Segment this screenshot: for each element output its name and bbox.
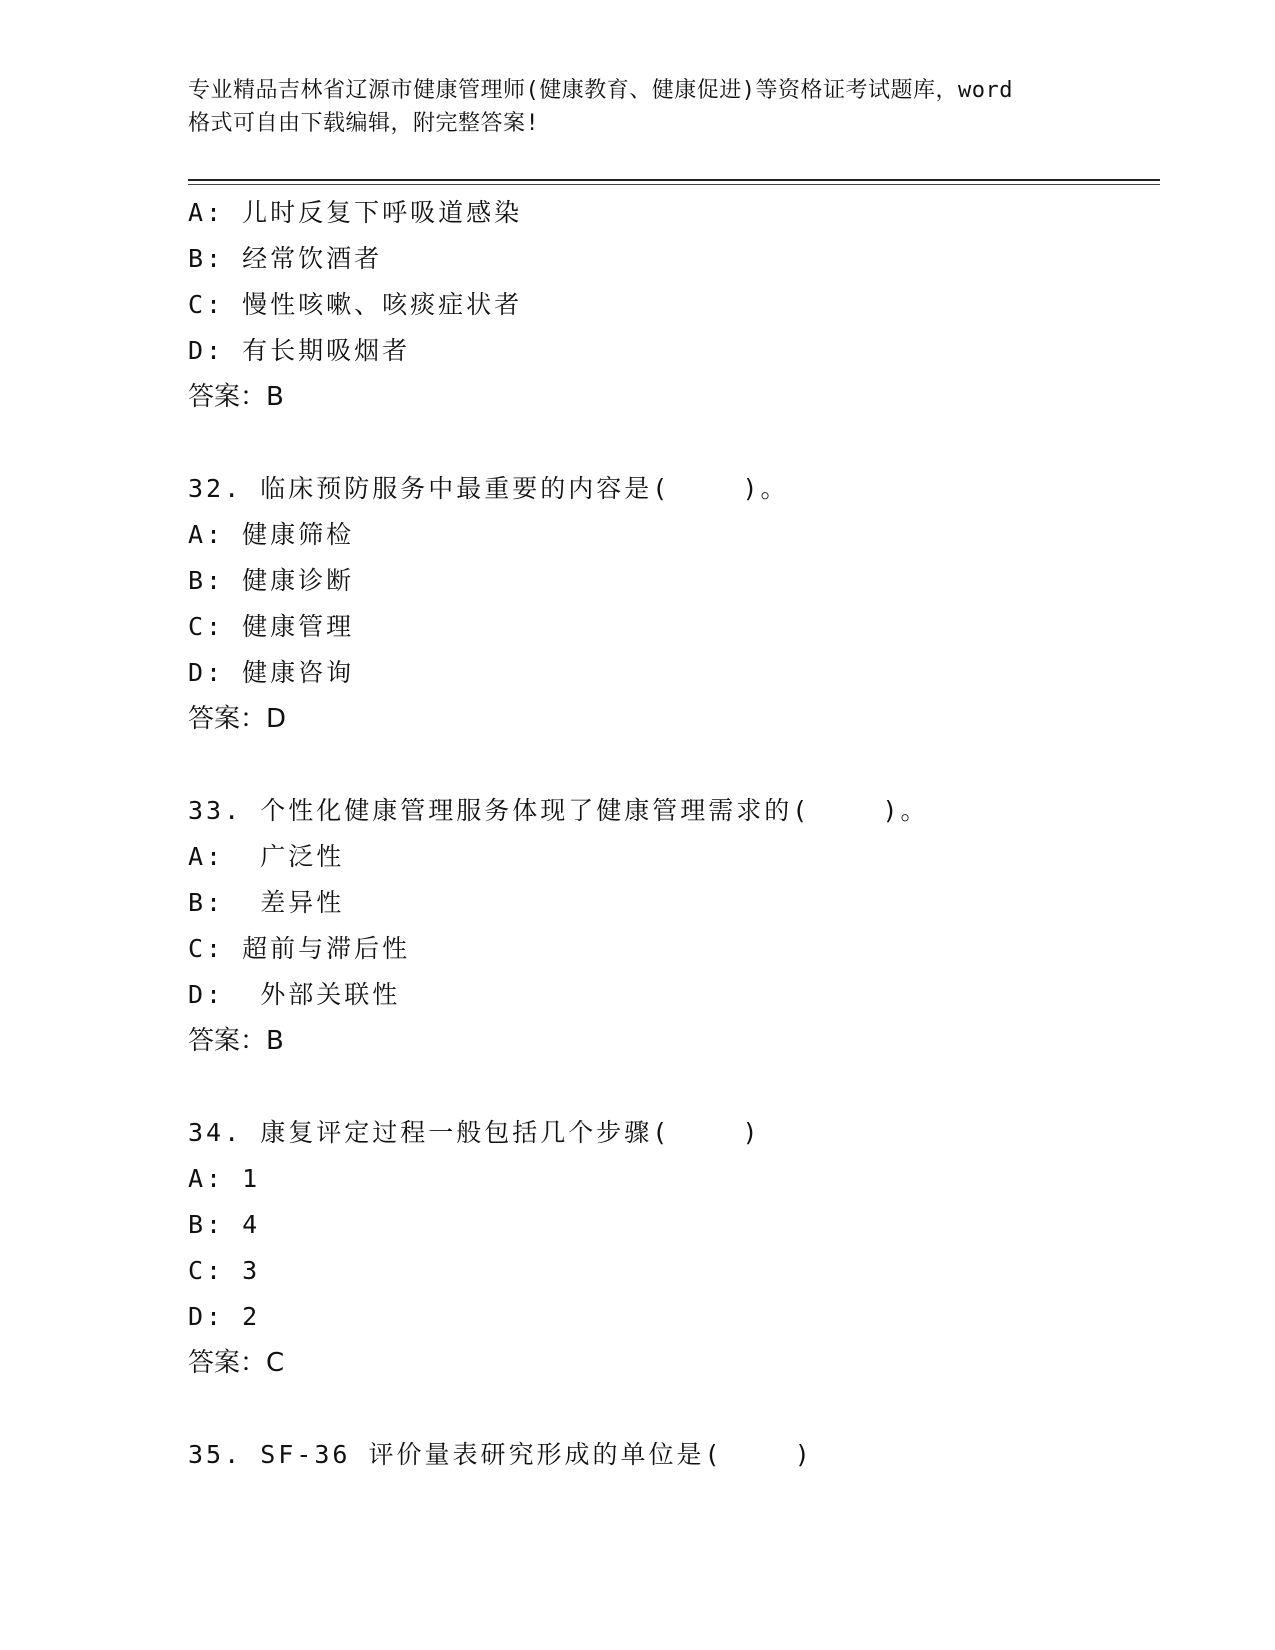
option-a: A: 儿时反复下呼吸道感染 (188, 198, 523, 227)
answer: 答案：D (188, 704, 287, 734)
option-b: B: 4 (188, 1210, 261, 1239)
option-b: B: 健康诊断 (188, 566, 355, 595)
question-list (188, 190, 1160, 1478)
option-a: A: 广泛性 (188, 842, 345, 871)
option-c: C: 健康管理 (188, 612, 355, 641)
option-d: D: 健康咨询 (188, 658, 355, 687)
option-c: C: 慢性咳嗽、咳痰症状者 (188, 290, 523, 319)
option-d: D: 外部关联性 (188, 980, 401, 1009)
option-a: A: 1 (188, 1164, 261, 1193)
header-line-1: 专业精品吉林省辽源市健康管理师(健康教育、健康促进)等资格证考试题库，word (188, 78, 1013, 103)
option-d: D: 2 (188, 1302, 261, 1331)
answer: 答案：B (188, 382, 284, 412)
option-b: B: 差异性 (188, 888, 345, 917)
question-block-31 (188, 190, 1160, 420)
answer: 答案：B (188, 1026, 284, 1056)
question-block-32 (188, 466, 1160, 742)
header-divider-thick (188, 179, 1160, 181)
option-b: B: 经常饮酒者 (188, 244, 383, 273)
option-c: C: 超前与滞后性 (188, 934, 411, 963)
question-block-35 (188, 1432, 1160, 1478)
answer: 答案：C (188, 1348, 285, 1378)
spacer (188, 742, 1160, 788)
question-text: 34. 康复评定过程一般包括几个步骤( ) (188, 1118, 761, 1147)
header-divider-thin (188, 184, 1160, 185)
option-c: C: 3 (188, 1256, 261, 1285)
spacer (188, 1386, 1160, 1432)
question-block-33 (188, 788, 1160, 1064)
option-a: A: 健康筛检 (188, 520, 355, 549)
spacer (188, 420, 1160, 466)
option-d: D: 有长期吸烟者 (188, 336, 411, 365)
question-text: 33. 个性化健康管理服务体现了健康管理需求的( )。 (188, 796, 929, 825)
document-header (188, 74, 1088, 140)
question-block-34 (188, 1110, 1160, 1386)
header-line-2: 格式可自由下载编辑，附完整答案! (188, 111, 540, 136)
spacer (188, 1064, 1160, 1110)
question-text: 35. SF-36 评价量表研究形成的单位是( ) (188, 1440, 813, 1469)
question-text: 32. 临床预防服务中最重要的内容是( )。 (188, 474, 789, 503)
